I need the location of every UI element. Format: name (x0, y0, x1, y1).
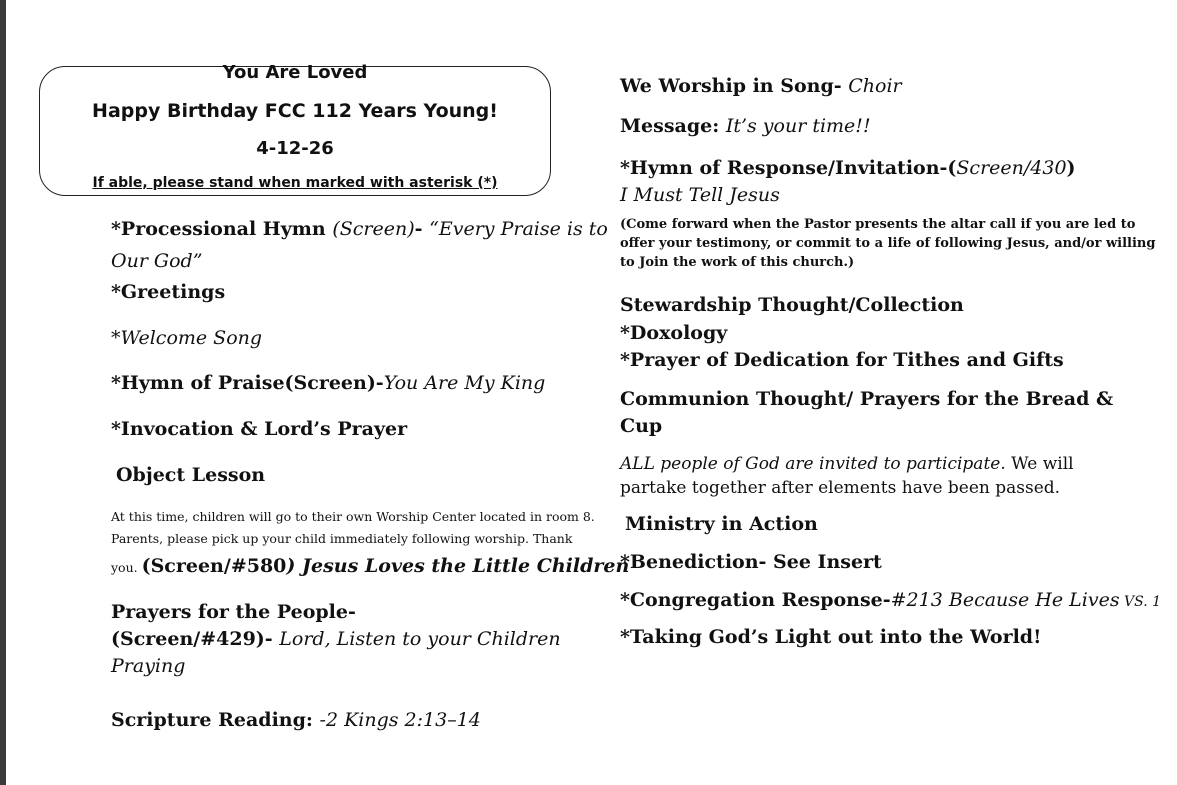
greetings: *Greetings (111, 281, 226, 303)
children-note-line2: Parents, please pick up your child immediately following worship. Thank (111, 531, 573, 546)
communion-thought-cont: Cup (620, 415, 663, 437)
congregation-response: *Congregation Response-#213 Because He Lives VS. 1 (620, 589, 1162, 611)
all-people-line1: ALL people of God are invited to participate. We will (620, 454, 1074, 474)
prayers-song: (Screen/#429)- Lord, Listen to your Children (111, 628, 561, 650)
hymn-of-response-title: I Must Tell Jesus (620, 184, 780, 206)
prayer-of-dedication: *Prayer of Dedication for Tithes and Gifts (620, 349, 1064, 371)
header-birthday: Happy Birthday FCC 112 Years Young! (92, 100, 498, 122)
invitation-note-line1: (Come forward when the Pastor presents the altar call if you are led to (620, 217, 1136, 232)
hymn-of-response: *Hymn of Response/Invitation-(Screen/430) (620, 157, 1076, 179)
welcome-song: *Welcome Song (111, 327, 263, 349)
invitation-note-line2: offer your testimony, or commit to a life of following Jesus, and/or willing (620, 236, 1156, 251)
communion-thought: Communion Thought/ Prayers for the Bread & (620, 388, 1114, 410)
stewardship-thought: Stewardship Thought/Collection (620, 294, 964, 316)
message: Message: It’s your time!! (620, 115, 871, 137)
invocation: *Invocation & Lord’s Prayer (111, 418, 408, 440)
scripture-reading: Scripture Reading: -2 Kings 2:13–14 (111, 709, 481, 731)
invitation-note-line3: to Join the work of this church.) (620, 255, 855, 270)
children-note-line1: At this time, children will go to their own Worship Center located in room 8. (111, 509, 595, 524)
header-date: 4-12-26 (256, 138, 334, 159)
object-lesson: Object Lesson (116, 464, 266, 486)
header-you-are-loved: You Are Loved (222, 62, 368, 83)
benediction: *Benediction- See Insert (620, 551, 882, 573)
children-song: you. (Screen/#580) Jesus Loves the Little Children (111, 555, 630, 577)
prayers-for-the-people: Prayers for the People- (111, 601, 356, 623)
processional-hymn: *Processional Hymn (Screen)- “Every Praise is to (111, 218, 608, 240)
prayers-song-cont: Praying (111, 655, 186, 677)
left-edge-bar (0, 0, 6, 785)
worship-in-song: We Worship in Song- Choir (620, 75, 902, 97)
doxology: *Doxology (620, 322, 728, 344)
ministry-in-action: Ministry in Action (625, 513, 818, 535)
header-stand-note: If able, please stand when marked with asterisk (*) (92, 175, 498, 191)
taking-gods-light: *Taking God’s Light out into the World! (620, 626, 1042, 648)
all-people-line2: partake together after elements have been passed. (620, 478, 1061, 498)
processional-hymn-title-cont: Our God” (111, 250, 203, 272)
header-box (39, 62, 551, 196)
hymn-of-praise: *Hymn of Praise(Screen)-You Are My King (111, 372, 546, 394)
